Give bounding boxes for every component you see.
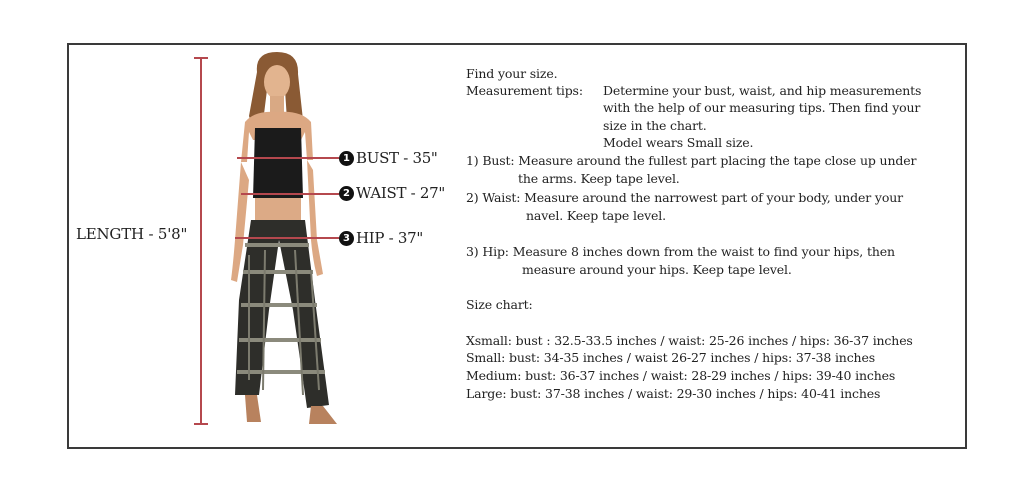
waist-instruction-line-2: navel. Keep tape level. xyxy=(526,208,666,223)
waist-leader xyxy=(311,193,339,195)
bust-instruction-line-2: the arms. Keep tape level. xyxy=(518,171,680,186)
tips-line-2: with the help of our measuring tips. Then find your xyxy=(603,100,921,115)
find-size-heading: Find your size. xyxy=(466,66,558,81)
bust-number-badge: 1 xyxy=(339,151,354,166)
waist-number-badge: 2 xyxy=(339,186,354,201)
size-chart-title: Size chart: xyxy=(466,297,533,312)
length-label: LENGTH - 5'8" xyxy=(76,225,188,243)
bust-leader xyxy=(315,157,339,159)
hip-label: HIP - 37" xyxy=(356,229,423,247)
size-row-medium: Medium: bust: 36-37 inches / waist: 28-29 inches / hips: 39-40 inches xyxy=(466,368,896,383)
tips-label: Measurement tips: xyxy=(466,83,583,98)
waist-label: WAIST - 27" xyxy=(356,184,445,202)
bust-marker xyxy=(339,149,438,167)
hip-instruction-line-2: measure around your hips. Keep tape level. xyxy=(522,262,792,277)
length-line xyxy=(200,57,202,423)
hip-number-badge: 3 xyxy=(339,231,354,246)
tips-line-4: Model wears Small size. xyxy=(603,135,754,150)
hip-marker xyxy=(339,229,423,247)
size-row-xsmall: Xsmall: bust : 32.5-33.5 inches / waist: 25-26 inches / hips: 36-37 inches xyxy=(466,333,913,348)
waist-marker xyxy=(339,184,445,202)
size-row-small: Small: bust: 34-35 inches / waist 26-27 inches / hips: 37-38 inches xyxy=(466,350,875,365)
tips-line-3: size in the chart. xyxy=(603,118,707,133)
hip-leader xyxy=(311,237,339,239)
bust-instruction-line-1: 1) Bust: Measure around the fullest part placing the tape close up under xyxy=(466,153,917,168)
bust-label: BUST - 35" xyxy=(356,149,438,167)
tips-line-1: Determine your bust, waist, and hip measurements xyxy=(603,83,922,98)
model-figure xyxy=(205,50,355,430)
size-row-large: Large: bust: 37-38 inches / waist: 29-30 inches / hips: 40-41 inches xyxy=(466,386,881,401)
waist-instruction-line-1: 2) Waist: Measure around the narrowest part of your body, under your xyxy=(466,190,903,205)
hip-instruction-line-1: 3) Hip: Measure 8 inches down from the waist to find your hips, then xyxy=(466,244,895,259)
